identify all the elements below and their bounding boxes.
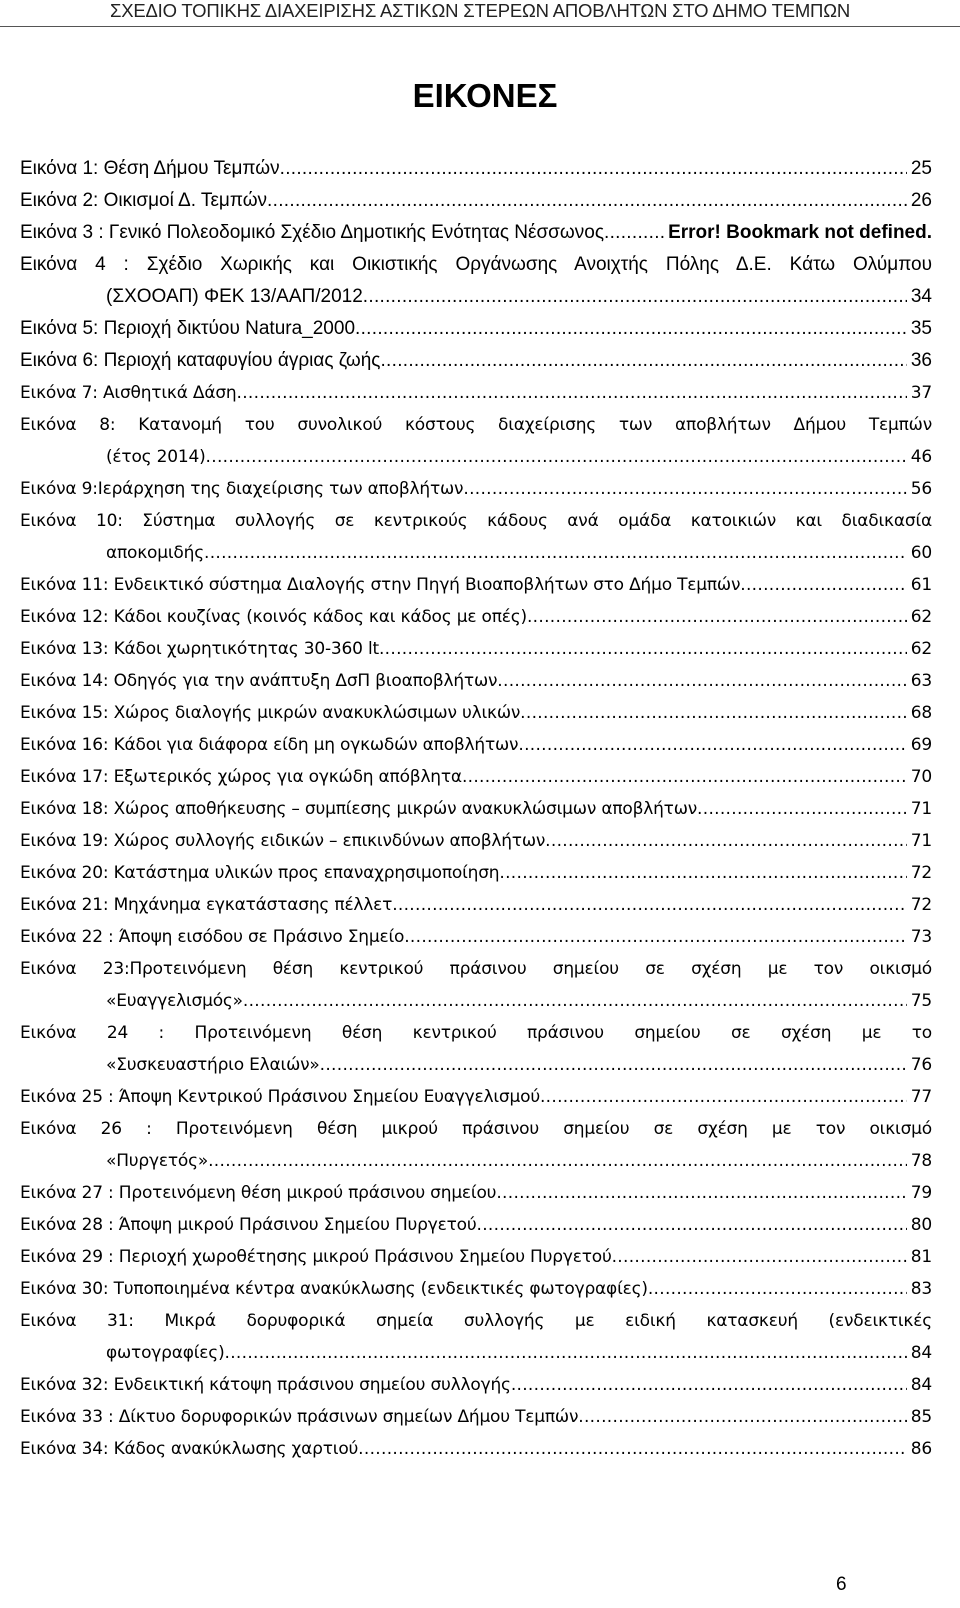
toc-entry[interactable]: Εικόνα 4 : Σχέδιο Χωρικής και Οικιστικής Οργάνωσης Ανοιχτής Πόλης Δ.Ε. Κάτω Ολύμπου (ΣΧΟΟΑΠ) ΦΕΚ 13/ΑΑΠ/2012 ..... 34 (20, 249, 932, 313)
toc-entry[interactable]: Εικόνα 20: Κατάστημα υλικών προς επαναχρησιμοποίηση ..... 72 (20, 857, 932, 889)
toc-entry[interactable]: Εικόνα 31: Μικρά δορυφορικά σημεία συλλογής με ειδική κατασκευή (ενδεικτικές φωτογραφίες) ..... 84 (20, 1305, 932, 1369)
toc-entry[interactable]: Εικόνα 12: Κάδοι κουζίνας (κοινός κάδος και κάδος με οπές) ..... 62 (20, 601, 932, 633)
toc-entry[interactable]: Εικόνα 6: Περιοχή καταφυγίου άγριας ζωής ..... 36 (20, 345, 932, 377)
toc-entry[interactable]: Εικόνα 10: Σύστημα συλλογής σε κεντρικούς κάδους ανά ομάδα κατοικιών και διαδικασία αποκομιδής ..... 60 (20, 505, 932, 569)
running-header: ΣΧΕΔΙΟ ΤΟΠΙΚΗΣ ΔΙΑΧΕΙΡΙΣΗΣ ΑΣΤΙΚΩΝ ΣΤΕΡΕΩΝ ΑΠΟΒΛΗΤΩΝ ΣΤΟ ΔΗΜΟ ΤΕΜΠΩΝ (109, 0, 851, 21)
toc-entry[interactable]: Εικόνα 16: Κάδοι για διάφορα είδη μη ογκωδών αποβλήτων ..... 69 (20, 729, 932, 761)
toc-entry[interactable]: Εικόνα 34: Κάδος ανακύκλωσης χαρτιού ..... 86 (20, 1433, 932, 1465)
toc-entry[interactable]: Εικόνα 29 : Περιοχή χωροθέτησης μικρού Πράσινου Σημείου Πυργετού ..... 81 (20, 1241, 932, 1273)
toc-entry[interactable]: Εικόνα 18: Χώρος αποθήκευσης – συμπίεσης μικρών ανακυκλώσιμων αποβλήτων ..... 71 (20, 793, 932, 825)
figure-list (20, 153, 932, 1465)
toc-entry[interactable]: Εικόνα 1: Θέση Δήμου Τεμπών ..... 25 (20, 153, 932, 185)
toc-entry[interactable]: Εικόνα 8: Κατανομή του συνολικού κόστους διαχείρισης των αποβλήτων Δήμου Τεμπών (έτος 2014) ..... 46 (20, 409, 932, 473)
toc-entry[interactable]: Εικόνα 23:Προτεινόμενη θέση κεντρικού πράσινου σημείου σε σχέση με τον οικισμό «Ευαγγελισμός» ..... 75 (20, 953, 932, 1017)
toc-entry[interactable]: Εικόνα 7: Αισθητικά Δάση ..... 37 (20, 377, 932, 409)
toc-entry[interactable]: Εικόνα 9:Ιεράρχηση της διαχείρισης των αποβλήτων ..... 56 (20, 473, 932, 505)
toc-entry[interactable]: Εικόνα 30: Τυποποιημένα κέντρα ανακύκλωσης (ενδεικτικές φωτογραφίες) ..... 83 (20, 1273, 932, 1305)
toc-entry[interactable]: Εικόνα 5: Περιοχή δικτύου Natura_2000 ..... 35 (20, 313, 932, 345)
toc-entry[interactable]: Εικόνα 14: Οδηγός για την ανάπτυξη ΔσΠ βιοαποβλήτων ..... 63 (20, 665, 932, 697)
bookmark-error: Error! Bookmark not defined. (668, 222, 932, 243)
page-number: 6 (836, 1574, 847, 1595)
toc-entry[interactable]: Εικόνα 27 : Προτεινόμενη θέση μικρού πράσινου σημείου ..... 79 (20, 1177, 932, 1209)
toc-entry[interactable]: Εικόνα 22 : Άποψη εισόδου σε Πράσινο Σημείο ..... 73 (20, 921, 932, 953)
toc-entry[interactable]: Εικόνα 19: Χώρος συλλογής ειδικών – επικινδύνων αποβλήτων ..... 71 (20, 825, 932, 857)
toc-entry[interactable]: Εικόνα 33 : Δίκτυο δορυφορικών πράσινων σημείων Δήμου Τεμπών ..... 85 (20, 1401, 932, 1433)
toc-entry[interactable]: Εικόνα 2: Οικισμοί Δ. Τεμπών ..... 26 (20, 185, 932, 217)
header-rule (0, 26, 960, 27)
toc-entry[interactable]: Εικόνα 15: Χώρος διαλογής μικρών ανακυκλώσιμων υλικών ..... 68 (20, 697, 932, 729)
toc-entry[interactable]: Εικόνα 32: Ενδεικτική κάτοψη πράσινου σημείου συλλογής ..... 84 (20, 1369, 932, 1401)
toc-entry[interactable]: Εικόνα 21: Μηχάνημα εγκατάστασης πέλλετ ..... 72 (20, 889, 932, 921)
toc-entry[interactable]: Εικόνα 11: Ενδεικτικό σύστημα Διαλογής στην Πηγή Βιοαποβλήτων στο Δήμο Τεμπών ..... 61 (20, 569, 932, 601)
page-title: ΕΙΚΟΝΕΣ (412, 77, 558, 114)
toc-entry[interactable]: Εικόνα 3 : Γενικό Πολεοδομικό Σχέδιο Δημοτικής Ενότητας Νέσσωνος ..... Error! Bookmark not defined. (20, 217, 932, 249)
toc-entry[interactable]: Εικόνα 28 : Άποψη μικρού Πράσινου Σημείου Πυργετού ..... 80 (20, 1209, 932, 1241)
toc-entry[interactable]: Εικόνα 26 : Προτεινόμενη θέση μικρού πράσινου σημείου σε σχέση με τον οικισμό «Πυργετός» ..... 78 (20, 1113, 932, 1177)
toc-entry[interactable]: Εικόνα 25 : Άποψη Κεντρικού Πράσινου Σημείου Ευαγγελισμού ..... 77 (20, 1081, 932, 1113)
toc-entry[interactable]: Εικόνα 24 : Προτεινόμενη θέση κεντρικού πράσινου σημείου σε σχέση με το «Συσκευαστήριο Ελαιών» ..... 76 (20, 1017, 932, 1081)
toc-entry[interactable]: Εικόνα 17: Εξωτερικός χώρος για ογκώδη απόβλητα ..... 70 (20, 761, 932, 793)
toc-entry[interactable]: Εικόνα 13: Κάδοι χωρητικότητας 30-360 lt ..... 62 (20, 633, 932, 665)
